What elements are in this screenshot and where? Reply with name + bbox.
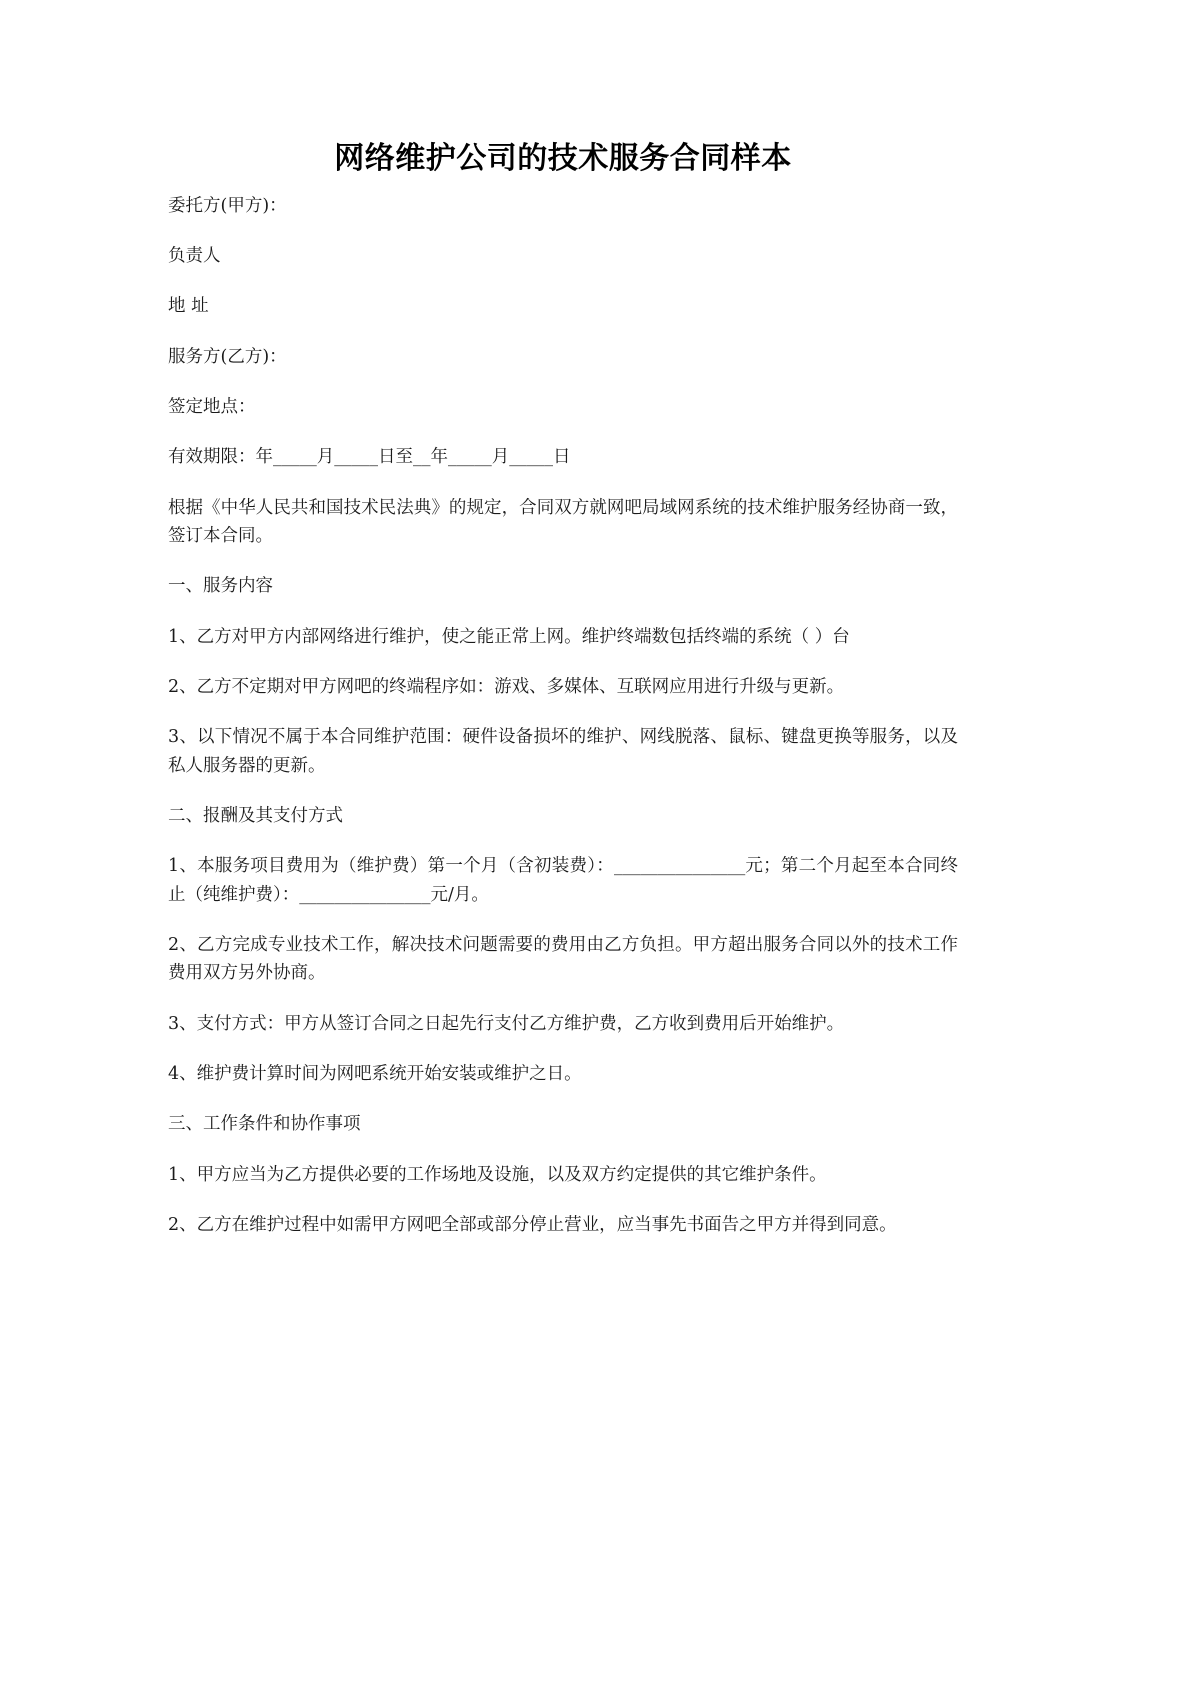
section-heading-work-conditions: 三、工作条件和协作事项 xyxy=(168,1114,361,1135)
clause-2-1: 1、本服务项目费用为（维护费）第一个月（含初装费）：_______________元；第二个月起至本合同终止（纯维护费）：_______________元/月。 xyxy=(168,856,958,905)
address-line: 地 址 xyxy=(168,296,209,317)
party-a-line: 委托方(甲方)： xyxy=(168,195,287,216)
clause-2-2: 2、乙方完成专业技术工作，解决技术问题需要的费用由乙方负担。甲方超出服务合同以外的技术工作费用双方另外协商。 xyxy=(168,935,958,984)
clause-3-2: 2、乙方在维护过程中如需甲方网吧全部或部分停止营业，应当事先书面告之甲方并得到同意。 xyxy=(168,1215,897,1236)
principal-line: 负责人 xyxy=(168,245,221,266)
valid-period-line: 有效期限：年_____月_____日至__年_____月_____日 xyxy=(168,447,571,468)
signing-place-line: 签定地点： xyxy=(168,396,256,417)
clause-3-1: 1、甲方应当为乙方提供必要的工作场地及设施，以及双方约定提供的其它维护条件。 xyxy=(168,1164,827,1185)
party-b-line: 服务方(乙方)： xyxy=(168,346,287,367)
preamble-paragraph: 根据《中华人民共和国技术民法典》的规定，合同双方就网吧局域网系统的技术维护服务经协商一致，签订本合同。 xyxy=(168,497,958,546)
page-title: 网络维护公司的技术服务合同样本 xyxy=(334,141,792,176)
clause-1-3: 3、以下情况不属于本合同维护范围：硬件设备损坏的维护、网线脱落、鼠标、键盘更换等服务，以及私人服务器的更新。 xyxy=(168,727,958,776)
clause-2-3: 3、支付方式：甲方从签订合同之日起先行支付乙方维护费，乙方收到费用后开始维护。 xyxy=(168,1013,845,1034)
section-heading-service-content: 一、服务内容 xyxy=(168,576,273,597)
document-body xyxy=(168,140,958,1261)
clause-1-1: 1、乙方对甲方内部网络进行维护，使之能正常上网。维护终端数包括终端的系统（ ）台 xyxy=(168,626,850,647)
section-heading-payment: 二、报酬及其支付方式 xyxy=(168,805,343,826)
clause-1-2: 2、乙方不定期对甲方网吧的终端程序如：游戏、多媒体、互联网应用进行升级与更新。 xyxy=(168,676,845,697)
clause-2-4: 4、维护费计算时间为网吧系统开始安装或维护之日。 xyxy=(168,1064,582,1085)
